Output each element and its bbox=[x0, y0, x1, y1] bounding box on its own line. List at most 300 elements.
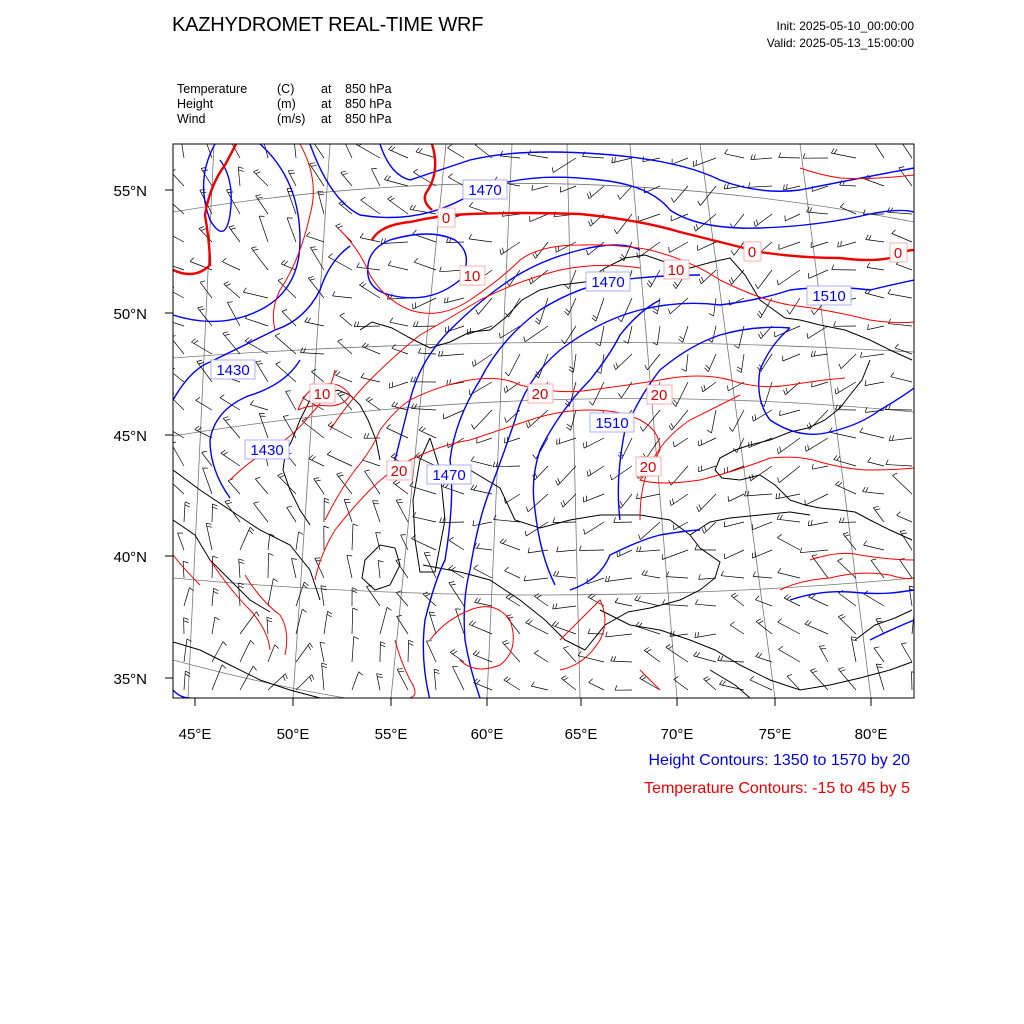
wind-barb bbox=[838, 242, 856, 247]
wind-barb-feather bbox=[411, 377, 413, 382]
wind-barb-feather bbox=[889, 436, 890, 441]
lat-label: 45°N bbox=[113, 428, 147, 445]
wind-barb bbox=[636, 626, 660, 634]
wind-barb bbox=[184, 588, 189, 606]
wind-barb-feather bbox=[200, 190, 205, 191]
map-frame bbox=[173, 144, 914, 698]
wind-barb-feather bbox=[753, 572, 755, 577]
wind-barb-feather bbox=[697, 652, 700, 656]
wind-barb-feather bbox=[390, 198, 395, 201]
wind-barb-feather bbox=[223, 417, 228, 419]
latitude-labels bbox=[113, 183, 147, 688]
wind-barb bbox=[805, 494, 828, 505]
wind-barb bbox=[184, 639, 187, 662]
wind-barb-feather bbox=[353, 524, 358, 526]
wind-barb-feather bbox=[592, 318, 596, 322]
wind-barb-feather bbox=[227, 503, 232, 504]
graticule-meridian bbox=[630, 144, 677, 698]
wind-barb-feather bbox=[901, 643, 906, 644]
wind-barb-feather bbox=[239, 586, 244, 588]
wind-barb-feather bbox=[239, 562, 244, 564]
wind-barb-feather bbox=[276, 362, 281, 364]
wind-barb bbox=[745, 494, 773, 496]
wind-barb-feather bbox=[504, 643, 509, 645]
wind-barb bbox=[869, 135, 884, 158]
wind-barb bbox=[341, 173, 352, 186]
wind-barb-feather bbox=[537, 595, 542, 598]
wind-barb-feather bbox=[556, 481, 558, 486]
wind-barb bbox=[322, 663, 324, 690]
wind-barb-feather bbox=[167, 391, 172, 393]
wind-barb-feather bbox=[704, 526, 706, 531]
wind-barb-feather bbox=[555, 622, 559, 626]
wind-barb-feather bbox=[531, 682, 534, 686]
wind-barb-feather bbox=[198, 306, 203, 308]
wind-barb-feather bbox=[777, 448, 778, 453]
wind-barb-feather bbox=[213, 556, 218, 558]
wind-barb-feather bbox=[447, 380, 448, 385]
wind-barb-feather bbox=[556, 603, 557, 608]
wind-barb-feather bbox=[694, 226, 696, 231]
wind-barb-feather bbox=[840, 203, 844, 207]
wind-barb-feather bbox=[892, 473, 897, 475]
wind-barb-feather bbox=[730, 622, 734, 625]
wind-barb bbox=[504, 680, 520, 690]
wind-barb-feather bbox=[302, 609, 306, 612]
wind-barb-feather bbox=[215, 617, 220, 620]
wind-barb bbox=[683, 326, 688, 342]
wind-barb bbox=[191, 342, 212, 354]
wind-barb-feather bbox=[838, 559, 843, 561]
wind-barb-feather bbox=[834, 321, 836, 326]
wind-barb-feather bbox=[307, 232, 311, 236]
height-label: 1430 bbox=[250, 442, 284, 459]
wind-barb bbox=[778, 622, 800, 634]
wind-barb-feather bbox=[587, 471, 588, 476]
wind-barb bbox=[528, 410, 548, 428]
field-at: at bbox=[321, 97, 332, 111]
wind-barb-feather bbox=[780, 515, 783, 520]
wind-barb bbox=[812, 466, 828, 469]
wind-barb-feather bbox=[808, 622, 812, 626]
wind-barb-feather bbox=[721, 571, 724, 576]
wind-barb-feather bbox=[653, 311, 658, 314]
wind-barb-feather bbox=[871, 137, 876, 138]
wind-barb bbox=[621, 494, 632, 508]
wind-barb-feather bbox=[447, 297, 448, 302]
wind-barb-feather bbox=[450, 649, 455, 652]
wind-barb-feather bbox=[409, 640, 414, 642]
wind-barb-feather bbox=[504, 388, 505, 393]
wind-barb-feather bbox=[238, 167, 243, 169]
wind-barb-feather bbox=[561, 340, 564, 344]
wind-barb-feather bbox=[867, 263, 870, 268]
wind-barb bbox=[356, 144, 380, 158]
wind-barb-feather bbox=[212, 507, 217, 509]
wind-barb bbox=[829, 432, 856, 438]
wind-barb bbox=[811, 354, 828, 356]
wind-barb bbox=[662, 550, 688, 560]
wind-barb-feather bbox=[778, 619, 782, 623]
wind-barb bbox=[352, 524, 353, 550]
wind-barb-feather bbox=[672, 499, 673, 504]
wind-barb bbox=[725, 154, 744, 158]
wind-barb bbox=[296, 643, 310, 662]
wind-barb-feather bbox=[305, 318, 308, 322]
wind-barb-feather bbox=[419, 149, 422, 153]
wind-barb bbox=[811, 242, 828, 248]
wind-barb-feather bbox=[758, 334, 760, 339]
wind-barb bbox=[712, 326, 716, 342]
wind-barb-feather bbox=[504, 677, 508, 680]
wind-barb-feather bbox=[674, 400, 678, 404]
wind-barb-feather bbox=[449, 582, 454, 583]
wind-barb-feather bbox=[552, 621, 556, 625]
wind-barb-feather bbox=[303, 348, 305, 353]
wind-barb-feather bbox=[699, 279, 701, 284]
wind-barb-feather bbox=[327, 451, 331, 455]
wind-barb-feather bbox=[476, 680, 480, 684]
wind-barb bbox=[617, 214, 632, 234]
wind-barb bbox=[644, 650, 660, 662]
wind-barb-feather bbox=[721, 656, 723, 661]
wind-barb-feather bbox=[338, 475, 343, 476]
wind-barb-feather bbox=[892, 230, 896, 234]
wind-barb-feather bbox=[502, 640, 507, 642]
wind-barb-feather bbox=[338, 339, 343, 341]
wind-barb-feather bbox=[839, 364, 841, 369]
wind-barb bbox=[411, 409, 436, 411]
wind-barb-feather bbox=[226, 284, 231, 286]
wind-barb bbox=[170, 290, 184, 298]
wind-barb-feather bbox=[566, 427, 570, 430]
wind-barb bbox=[340, 316, 352, 326]
wind-barb bbox=[777, 519, 800, 522]
wind-barb-feather bbox=[811, 310, 814, 315]
wind-barb-feather bbox=[843, 532, 848, 534]
wind-barb bbox=[605, 578, 632, 582]
wind-barb-feather bbox=[837, 456, 840, 460]
wind-barb bbox=[565, 326, 577, 344]
wind-barb-feather bbox=[755, 414, 756, 419]
wind-barb-feather bbox=[396, 500, 401, 501]
wind-barb-feather bbox=[563, 500, 565, 505]
wind-barb bbox=[553, 158, 576, 173]
wind-barb bbox=[378, 561, 380, 579]
wind-barb bbox=[524, 578, 548, 581]
wind-barb-feather bbox=[377, 677, 382, 678]
wind-barb-feather bbox=[704, 677, 709, 679]
wind-barb bbox=[749, 438, 772, 448]
temperature-label: 0 bbox=[747, 244, 757, 261]
wind-barb-feather bbox=[469, 202, 472, 206]
wind-barb-feather bbox=[605, 576, 606, 581]
wind-barb bbox=[891, 377, 912, 382]
wind-barb-feather bbox=[899, 167, 904, 168]
wind-barb-feather bbox=[391, 453, 395, 456]
wind-barb-feather bbox=[225, 500, 230, 501]
wind-barb-feather bbox=[308, 318, 311, 323]
wind-barb-feather bbox=[737, 370, 742, 373]
wind-barb-feather bbox=[614, 517, 616, 522]
wind-barb-feather bbox=[865, 380, 866, 385]
wind-barb-feather bbox=[526, 423, 528, 428]
wind-barb-feather bbox=[528, 548, 529, 553]
wind-barb-feather bbox=[616, 363, 618, 368]
wind-barb-feather bbox=[805, 446, 806, 451]
wind-barb-feather bbox=[709, 313, 714, 316]
wind-barb bbox=[410, 486, 436, 494]
wind-barb bbox=[558, 466, 576, 485]
wind-barb bbox=[453, 667, 465, 690]
wind-barb-feather bbox=[524, 576, 525, 581]
wind-barb bbox=[327, 455, 352, 467]
valid-time: 2025-05-13_15:00:00 bbox=[799, 36, 914, 50]
graticule-meridian bbox=[567, 144, 580, 698]
wind-barb-feather bbox=[586, 250, 588, 255]
wind-barb-feather bbox=[324, 526, 329, 528]
wind-barb-feather bbox=[640, 427, 643, 432]
wind-barb-feather bbox=[724, 184, 725, 189]
wind-barb bbox=[528, 155, 548, 158]
wind-barb-feather bbox=[579, 546, 581, 551]
wind-barb bbox=[380, 607, 387, 634]
wind-barb-feather bbox=[225, 419, 230, 421]
wind-barb-feather bbox=[681, 369, 686, 372]
wind-barb bbox=[886, 465, 912, 467]
wind-barb-feather bbox=[288, 170, 293, 171]
wind-barb bbox=[698, 242, 716, 250]
wind-barb-feather bbox=[422, 428, 426, 432]
wind-barb bbox=[748, 186, 772, 187]
wind-barb-feather bbox=[184, 618, 189, 620]
field-level: 850 hPa bbox=[345, 82, 392, 96]
wind-barb-feather bbox=[365, 470, 370, 471]
wind-barb-feather bbox=[239, 559, 244, 561]
wind-barb-feather bbox=[390, 318, 393, 323]
wind-barb-feather bbox=[473, 651, 477, 655]
wind-barb-feather bbox=[185, 502, 190, 504]
wind-barb-feather bbox=[734, 595, 739, 598]
wind-barb bbox=[552, 625, 576, 634]
wind-barb-feather bbox=[718, 656, 720, 661]
wind-barb-feather bbox=[564, 646, 569, 648]
wind-barb-feather bbox=[866, 235, 869, 240]
temperature-label: 0 bbox=[893, 245, 903, 262]
wind-barb bbox=[676, 382, 688, 407]
wind-barb bbox=[720, 685, 745, 691]
wind-barb bbox=[413, 298, 436, 309]
wind-barb-feather bbox=[614, 229, 617, 234]
wind-barb bbox=[414, 262, 436, 270]
wind-barb bbox=[302, 421, 324, 438]
wind-barb bbox=[287, 218, 296, 242]
wind-barb-feather bbox=[478, 599, 481, 604]
wind-barb-feather bbox=[812, 382, 813, 387]
wind-barb-feather bbox=[338, 392, 343, 394]
wind-barb bbox=[286, 391, 296, 410]
wind-barb-feather bbox=[868, 324, 869, 329]
wind-barb-feather bbox=[748, 182, 750, 187]
wind-barb bbox=[531, 686, 548, 690]
wind-barb-feather bbox=[557, 547, 559, 552]
wind-barb-feather bbox=[784, 390, 786, 395]
wind-barb-feather bbox=[434, 669, 439, 671]
wind-barb-feather bbox=[807, 333, 808, 338]
wind-barb-feather bbox=[758, 653, 762, 657]
wind-barb bbox=[165, 320, 184, 326]
wind-barb bbox=[212, 617, 215, 634]
wind-barb-feather bbox=[695, 545, 697, 550]
lon-label: 70°E bbox=[660, 726, 694, 743]
wind-barb bbox=[164, 196, 184, 214]
wind-barb bbox=[500, 156, 520, 158]
wind-barb-feather bbox=[471, 485, 474, 490]
wind-barb-feather bbox=[371, 168, 376, 169]
wind-barb bbox=[418, 353, 436, 354]
wind-barb-feather bbox=[243, 288, 246, 292]
wind-barb-feather bbox=[556, 247, 557, 252]
wind-barb-feather bbox=[526, 507, 528, 512]
lon-label: 80°E bbox=[854, 726, 888, 743]
wind-barb-feather bbox=[756, 619, 761, 622]
wind-barb bbox=[311, 372, 324, 382]
wind-barb-feather bbox=[398, 502, 403, 503]
wind-barb-feather bbox=[647, 649, 652, 652]
temperature-contours-legend: Temperature Contours: -15 to 45 by 5 bbox=[644, 780, 910, 797]
wind-barb-feather bbox=[256, 172, 261, 174]
wind-barb-feather bbox=[778, 478, 780, 483]
wind-barb-feather bbox=[310, 247, 315, 248]
wind-barb bbox=[589, 186, 604, 199]
wind-barb-feather bbox=[451, 567, 455, 570]
wind-barb-feather bbox=[381, 238, 383, 243]
wind-barb-feather bbox=[493, 462, 495, 467]
wind-barb-feather bbox=[720, 680, 723, 684]
wind-barb-feather bbox=[852, 640, 857, 641]
wind-barb-feather bbox=[637, 494, 638, 499]
wind-barb bbox=[674, 186, 688, 203]
wind-barb-feather bbox=[440, 518, 442, 523]
wind-barb-feather bbox=[264, 142, 269, 143]
wind-barb bbox=[704, 522, 716, 533]
height-label: 1430 bbox=[216, 362, 250, 379]
wind-barb-feather bbox=[275, 645, 279, 649]
wind-barb-feather bbox=[353, 608, 358, 610]
wind-barb bbox=[699, 494, 716, 512]
wind-barb bbox=[366, 400, 380, 410]
wind-barb-feather bbox=[338, 226, 343, 228]
wind-barb-feather bbox=[320, 642, 325, 643]
height-label: 1470 bbox=[591, 274, 625, 291]
init-time: 2025-05-10_00:00:00 bbox=[799, 19, 914, 33]
wind-barb-feather bbox=[283, 676, 285, 681]
wind-barb-feather bbox=[892, 435, 893, 440]
wind-barb bbox=[712, 410, 717, 433]
wind-barb bbox=[359, 285, 380, 298]
wind-barb-feather bbox=[707, 430, 712, 433]
wind-barb-feather bbox=[224, 282, 229, 285]
wind-barb bbox=[777, 538, 800, 550]
wind-barb-feather bbox=[275, 333, 280, 336]
wind-barb-feather bbox=[534, 650, 538, 653]
wind-barb bbox=[324, 611, 328, 634]
wind-barb-feather bbox=[671, 198, 674, 203]
wind-barb-feather bbox=[392, 402, 395, 406]
wind-barb-feather bbox=[229, 226, 234, 227]
wind-barb bbox=[752, 522, 772, 530]
wind-barb-feather bbox=[702, 387, 703, 392]
wind-barb-feather bbox=[163, 422, 167, 425]
wind-barb-feather bbox=[314, 478, 319, 479]
wind-barb bbox=[178, 533, 184, 550]
wind-barb bbox=[724, 522, 744, 527]
wind-barb-feather bbox=[673, 284, 676, 288]
wind-barb bbox=[751, 466, 772, 481]
wind-barb-feather bbox=[584, 443, 585, 448]
wind-barb-feather bbox=[748, 491, 750, 496]
wind-barb-feather bbox=[505, 372, 509, 376]
wind-barb-feather bbox=[618, 318, 622, 322]
wind-barb-feather bbox=[811, 351, 812, 356]
wind-barb-feather bbox=[699, 505, 701, 510]
wind-barb-feather bbox=[251, 247, 256, 248]
wind-barb-feather bbox=[673, 524, 674, 529]
wind-barb-feather bbox=[267, 620, 272, 622]
wind-barb-feather bbox=[838, 482, 842, 486]
wind-barb-feather bbox=[675, 282, 678, 286]
wind-barb bbox=[732, 270, 745, 284]
wind-barb-feather bbox=[281, 260, 285, 264]
wind-barb bbox=[887, 212, 912, 214]
wind-barb bbox=[396, 593, 408, 606]
wind-barb bbox=[220, 398, 240, 410]
wind-barb-feather bbox=[672, 403, 676, 407]
wind-barb-feather bbox=[227, 134, 232, 135]
wind-barb bbox=[600, 326, 604, 346]
wind-barb bbox=[240, 640, 251, 662]
wind-barb-feather bbox=[315, 480, 320, 481]
wind-barb-feather bbox=[389, 146, 393, 150]
wind-barb-feather bbox=[256, 361, 261, 362]
wind-barb-feather bbox=[777, 515, 780, 520]
wind-barb-feather bbox=[393, 480, 398, 483]
wind-barb bbox=[866, 240, 884, 243]
height-label: 1510 bbox=[595, 415, 629, 432]
wind-barb bbox=[564, 648, 577, 662]
wind-barb bbox=[834, 460, 856, 466]
lon-label: 45°E bbox=[178, 726, 212, 743]
wind-barb bbox=[912, 672, 913, 690]
wind-barb-feather bbox=[380, 645, 385, 647]
wind-barb-feather bbox=[163, 259, 167, 263]
wind-barb bbox=[168, 369, 184, 382]
wind-barb-feather bbox=[668, 309, 670, 314]
wind-barb-feather bbox=[365, 344, 369, 348]
wind-barb-feather bbox=[679, 339, 683, 342]
wind-barb-feather bbox=[754, 154, 756, 159]
wind-barb bbox=[254, 172, 269, 186]
wind-barb bbox=[588, 634, 604, 635]
wind-barb-feather bbox=[838, 387, 839, 392]
wind-barb bbox=[779, 242, 800, 249]
wind-barb-feather bbox=[341, 171, 346, 173]
wind-barb-feather bbox=[589, 401, 593, 405]
wind-barb bbox=[714, 298, 716, 316]
wind-barb-feather bbox=[453, 651, 458, 654]
wind-barb-feather bbox=[751, 155, 753, 160]
wind-barb-feather bbox=[384, 175, 387, 179]
